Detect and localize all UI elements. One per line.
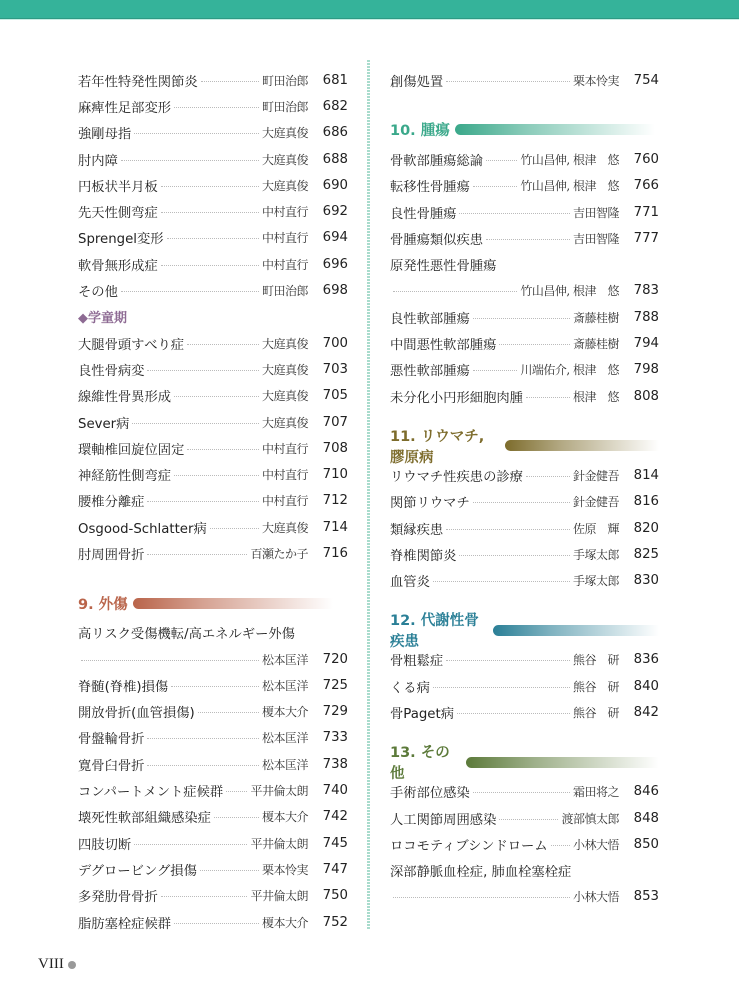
entry-page: 798	[633, 362, 659, 378]
section-gradient-bar	[493, 625, 659, 636]
section-gradient-bar	[455, 124, 655, 135]
toc-entry[interactable]	[78, 225, 348, 251]
dot-leader	[457, 713, 570, 714]
entry-page: 708	[322, 440, 348, 456]
entry-page: 794	[633, 336, 659, 352]
toc-entry[interactable]	[78, 198, 348, 224]
dot-leader	[132, 423, 259, 424]
toc-entry[interactable]	[390, 304, 659, 330]
entry-title: 手術部位感染	[390, 786, 470, 802]
entry-author: 針金健吾	[572, 468, 619, 483]
entry-page: 850	[633, 836, 659, 852]
section-heading	[390, 113, 659, 146]
toc-entry[interactable]	[78, 461, 348, 487]
entry-author: 霜田将之	[572, 785, 619, 800]
dot-leader	[473, 318, 570, 319]
entry-title: くる病	[390, 680, 430, 696]
entry-page: 725	[322, 677, 348, 693]
entry-title: 脂肪塞栓症候群	[78, 916, 172, 932]
entry-title: 強剛母指	[78, 127, 132, 143]
entry-page: 712	[322, 493, 348, 509]
dot-leader	[210, 528, 259, 529]
column-divider	[367, 60, 370, 930]
dot-leader	[174, 396, 259, 397]
entry-author: 中村直行	[261, 494, 308, 509]
toc-entry[interactable]	[390, 225, 659, 251]
section-label: 11. リウマチ, 膠原病	[390, 428, 485, 466]
entry-author: 大庭真俊	[261, 178, 308, 193]
dot-leader	[200, 870, 259, 871]
entry-title: 寛骨臼骨折	[78, 758, 145, 774]
dot-leader	[526, 397, 570, 398]
entry-title: Sprengel変形	[78, 232, 164, 248]
entry-page: 714	[322, 519, 348, 535]
entry-page: 853	[633, 889, 659, 905]
top-bar-highlight	[0, 19, 739, 20]
entry-title: 壊死性軟部組織感染症	[78, 811, 211, 827]
entry-title: 環軸椎回旋位固定	[78, 442, 185, 458]
entry-author: 松本匡洋	[261, 757, 308, 772]
dot-leader	[499, 819, 558, 820]
entry-page: 740	[322, 783, 348, 799]
toc-entry-wrapped[interactable]	[78, 620, 348, 673]
toc-entry[interactable]	[78, 856, 348, 882]
entry-author: 百瀬たか子	[250, 546, 308, 561]
dot-leader	[147, 765, 259, 766]
section-gradient-bar	[133, 598, 333, 609]
entry-page: 752	[322, 914, 348, 930]
entry-author: 大庭真俊	[261, 520, 308, 535]
entry-author: 熊谷 研	[572, 705, 619, 720]
entry-title: 四肢切断	[78, 837, 132, 853]
entry-title: 骨盤輪骨折	[78, 732, 145, 748]
entry-page: 690	[322, 177, 348, 193]
entry-title: 高リスク受傷機転/高エネルギー外傷	[78, 627, 295, 643]
toc-entry[interactable]	[78, 330, 348, 356]
dot-leader	[459, 555, 570, 556]
toc-entry[interactable]	[390, 383, 659, 409]
entry-title: 脊椎関節炎	[390, 548, 457, 564]
entry-title: 脊髄(脊椎)損傷	[78, 679, 169, 695]
entry-author: 吉田智隆	[572, 231, 619, 246]
section-gradient-bar	[466, 757, 659, 768]
toc-entry[interactable]	[78, 804, 348, 830]
dot-leader	[473, 792, 570, 793]
toc-entry[interactable]	[390, 173, 659, 199]
toc-entry[interactable]	[390, 699, 659, 725]
entry-author: 中村直行	[261, 441, 308, 456]
subsection-heading: ◆学童期	[78, 311, 127, 327]
entry-page: 692	[322, 204, 348, 220]
entry-author: 松本匡洋	[261, 652, 308, 667]
dot-leader	[121, 160, 259, 161]
dot-leader	[147, 501, 259, 502]
entry-author: 松本匡洋	[261, 678, 308, 693]
entry-title-line	[390, 858, 659, 884]
page-number-text: VIII	[38, 956, 64, 972]
entry-page: 700	[322, 335, 348, 351]
dot-leader	[393, 897, 570, 898]
toc-column-right	[390, 67, 659, 910]
entry-title: 転移性骨腫瘍	[390, 180, 470, 196]
dot-leader	[147, 370, 259, 371]
top-color-bar	[0, 0, 739, 19]
entry-author: 栗本怜実	[261, 862, 308, 877]
entry-title: Sever病	[78, 416, 130, 432]
entry-page: 840	[633, 678, 659, 694]
dot-leader	[167, 238, 259, 239]
entry-author: 松本匡洋	[261, 731, 308, 746]
toc-entry[interactable]	[390, 541, 659, 567]
entry-page: 771	[633, 204, 659, 220]
entry-page: 777	[633, 230, 659, 246]
section-label: 10. 腫瘍	[390, 123, 450, 140]
entry-title: 肘内障	[78, 153, 118, 169]
entry-title: 軟骨無形成症	[78, 258, 158, 274]
entry-title: 中間悪性軟部腫瘍	[390, 338, 497, 354]
entry-page: 848	[633, 810, 659, 826]
entry-page: 814	[633, 467, 659, 483]
entry-author: 針金健吾	[572, 495, 619, 510]
entry-title: 悪性軟部腫瘍	[390, 364, 470, 380]
entry-page: 733	[322, 730, 348, 746]
entry-author: 大庭真俊	[261, 362, 308, 377]
entry-author: 大庭真俊	[261, 152, 308, 167]
entry-page: 696	[322, 256, 348, 272]
entry-title-line	[78, 620, 348, 646]
toc-entry[interactable]	[78, 172, 348, 198]
entry-title: 良性骨腫瘍	[390, 206, 457, 222]
entry-page: 816	[633, 494, 659, 510]
dot-leader	[161, 212, 259, 213]
entry-title: 骨腫瘍類似疾患	[390, 232, 484, 248]
dot-leader	[499, 344, 570, 345]
dot-leader	[473, 502, 570, 503]
toc-entry[interactable]	[78, 146, 348, 172]
dot-leader	[473, 370, 518, 371]
toc-entry-wrapped[interactable]	[390, 251, 659, 304]
entry-author: 大庭真俊	[261, 415, 308, 430]
section-heading	[78, 587, 348, 620]
entry-author: 手塚太郎	[572, 547, 619, 562]
toc-entry-wrapped[interactable]	[390, 858, 659, 911]
entry-page: 788	[633, 309, 659, 325]
dot-leader	[214, 817, 259, 818]
toc-entry[interactable]	[78, 409, 348, 435]
entry-page: 836	[633, 652, 659, 668]
toc-entry[interactable]	[78, 672, 348, 698]
dot-leader	[446, 81, 570, 82]
entry-author: 中村直行	[261, 205, 308, 220]
toc-entry[interactable]	[78, 93, 348, 119]
entry-page: 688	[322, 151, 348, 167]
entry-author: 佐原 輝	[572, 521, 619, 536]
toc-entry[interactable]	[78, 251, 348, 277]
entry-page: 750	[322, 888, 348, 904]
entry-page: 705	[322, 388, 348, 404]
entry-author: 小林大悟	[572, 890, 619, 905]
entry-title: 円板状半月板	[78, 179, 158, 195]
entry-author: 町田治郎	[261, 99, 308, 114]
toc-entry[interactable]	[390, 67, 659, 93]
entry-title: 原発性悪性骨腫瘍	[390, 259, 497, 275]
entry-author: 平井倫太朗	[250, 836, 308, 851]
dot-leader	[486, 239, 570, 240]
entry-title: 神経筋性側弯症	[78, 469, 172, 485]
entry-author: 竹山昌伸, 根津 悠	[520, 152, 619, 167]
entry-author: 川端佑介, 根津 悠	[520, 363, 619, 378]
entry-title: 腰椎分離症	[78, 495, 145, 511]
dot-leader	[161, 186, 259, 187]
toc-entry[interactable]	[78, 699, 348, 725]
toc-entry[interactable]	[78, 435, 348, 461]
entry-page: 710	[322, 467, 348, 483]
entry-page: 707	[322, 414, 348, 430]
entry-title: 良性骨病変	[78, 363, 145, 379]
section-label: 12. 代謝性骨疾患	[390, 613, 479, 651]
entry-author: 榎本大介	[261, 915, 308, 930]
entry-title: リウマチ性疾患の診療	[390, 469, 523, 485]
toc-entry[interactable]	[78, 909, 348, 935]
dot-leader	[121, 291, 259, 292]
page-number	[38, 956, 76, 973]
toc-entry[interactable]	[78, 646, 348, 672]
entry-title: 血管炎	[390, 575, 430, 591]
entry-page: 742	[322, 809, 348, 825]
entry-title: 先天性側弯症	[78, 206, 158, 222]
dot-leader	[147, 554, 247, 555]
toc-entry[interactable]	[390, 567, 659, 593]
entry-title: 骨Paget病	[390, 706, 454, 722]
entry-author: 斎藤桂樹	[572, 337, 619, 352]
entry-title: 線維性骨異形成	[78, 390, 172, 406]
dot-leader	[551, 845, 570, 846]
entry-page: 729	[322, 704, 348, 720]
dot-leader	[433, 687, 570, 688]
entry-page: 720	[322, 651, 348, 667]
toc-column-left	[78, 67, 348, 935]
entry-author: 町田治郎	[261, 284, 308, 299]
entry-author: 中村直行	[261, 231, 308, 246]
toc-entry[interactable]	[78, 67, 348, 93]
entry-title: 多発肋骨骨折	[78, 890, 158, 906]
entry-author: 手塚太郎	[572, 574, 619, 589]
entry-author: 竹山昌伸, 根津 悠	[520, 284, 619, 299]
section-gradient-bar	[505, 440, 659, 451]
toc-entry[interactable]	[78, 830, 348, 856]
toc-entry[interactable]	[390, 647, 659, 673]
entry-title: 創傷処置	[390, 74, 444, 90]
dot-leader	[81, 660, 259, 661]
dot-leader	[174, 107, 259, 108]
dot-leader	[526, 476, 570, 477]
toc-entry[interactable]	[78, 540, 348, 566]
entry-author: 平井倫太朗	[250, 889, 308, 904]
toc-entry[interactable]	[78, 751, 348, 777]
dot-leader	[446, 529, 570, 530]
toc-entry[interactable]	[390, 515, 659, 541]
entry-title: ロコモティブシンドローム	[390, 838, 548, 854]
entry-author: 中村直行	[261, 257, 308, 272]
entry-author: 吉田智隆	[572, 205, 619, 220]
dot-leader	[161, 896, 248, 897]
entry-page: 747	[322, 861, 348, 877]
entry-title-line	[390, 251, 659, 277]
dot-leader	[187, 344, 259, 345]
toc-entry[interactable]	[390, 805, 659, 831]
toc-entry[interactable]	[78, 356, 348, 382]
entry-title: Osgood-Schlatter病	[78, 521, 207, 537]
entry-author: 榎本大介	[261, 810, 308, 825]
entry-title: 若年性特発性関節炎	[78, 74, 198, 90]
dot-leader	[174, 475, 259, 476]
section-heading	[390, 745, 659, 783]
entry-page: 842	[633, 704, 659, 720]
toc-entry[interactable]	[390, 330, 659, 356]
toc-entry[interactable]	[78, 514, 348, 540]
entry-title: 深部静脈血栓症, 肺血栓塞栓症	[390, 865, 572, 881]
dot-leader	[226, 791, 247, 792]
entry-page: 745	[322, 835, 348, 851]
toc-entry[interactable]	[78, 777, 348, 803]
toc-entry[interactable]	[78, 488, 348, 514]
dot-leader	[187, 449, 259, 450]
entry-page: 716	[322, 545, 348, 561]
page-dot-icon	[68, 961, 76, 969]
dot-leader	[134, 133, 259, 134]
toc-entry[interactable]	[390, 489, 659, 515]
entry-title: 関節リウマチ	[390, 496, 470, 512]
entry-page: 681	[322, 72, 348, 88]
entry-page: 808	[633, 388, 659, 404]
entry-page: 783	[633, 283, 659, 299]
entry-title: デグロービング損傷	[78, 863, 197, 879]
toc-entry[interactable]	[78, 383, 348, 409]
dot-leader	[459, 213, 570, 214]
entry-title: その他	[78, 285, 118, 301]
dot-leader	[198, 712, 259, 713]
dot-leader	[433, 581, 570, 582]
entry-title: 骨粗鬆症	[390, 654, 444, 670]
entry-title: 類縁疾患	[390, 522, 444, 538]
section-label: 9. 外傷	[78, 596, 128, 613]
entry-author: 根津 悠	[572, 389, 619, 404]
entry-author: 榎本大介	[261, 705, 308, 720]
entry-title: 開放骨折(血管損傷)	[78, 706, 195, 722]
dot-leader	[393, 291, 517, 292]
toc-entry[interactable]	[390, 462, 659, 488]
toc-entry[interactable]	[390, 278, 659, 304]
entry-author: 平井倫太朗	[250, 784, 308, 799]
entry-author: 小林大悟	[572, 837, 619, 852]
entry-author: 渡部慎太郎	[561, 811, 619, 826]
toc-entry[interactable]	[390, 146, 659, 172]
entry-title: コンパートメント症候群	[78, 785, 224, 801]
entry-page: 760	[633, 151, 659, 167]
entry-page: 703	[322, 361, 348, 377]
dot-leader	[161, 265, 259, 266]
toc-entry[interactable]	[390, 673, 659, 699]
entry-author: 熊谷 研	[572, 679, 619, 694]
entry-author: 大庭真俊	[261, 126, 308, 141]
entry-page: 846	[633, 784, 659, 800]
entry-title: 良性軟部腫瘍	[390, 311, 470, 327]
entry-title: 未分化小円形細胞肉腫	[390, 390, 523, 406]
dot-leader	[171, 686, 259, 687]
entry-author: 町田治郎	[261, 73, 308, 88]
section-heading	[390, 428, 659, 466]
entry-page: 682	[322, 98, 348, 114]
toc-entry[interactable]	[78, 277, 348, 303]
toc-entry[interactable]	[390, 357, 659, 383]
dot-leader	[201, 81, 259, 82]
dot-leader	[134, 844, 247, 845]
entry-page: 766	[633, 178, 659, 194]
entry-page: 698	[322, 283, 348, 299]
entry-author: 竹山昌伸, 根津 悠	[520, 179, 619, 194]
dot-leader	[446, 660, 570, 661]
entry-title: 人工関節周囲感染	[390, 812, 497, 828]
entry-title: 骨軟部腫瘍総論	[390, 153, 484, 169]
entry-page: 825	[633, 546, 659, 562]
toc-entry[interactable]	[78, 725, 348, 751]
dot-leader	[473, 186, 518, 187]
section-heading	[390, 613, 659, 651]
entry-page: 738	[322, 756, 348, 772]
entry-author: 栗本怜実	[572, 73, 619, 88]
toc-entry[interactable]	[78, 120, 348, 146]
entry-page: 754	[633, 72, 659, 88]
section-label: 13. その他	[390, 745, 450, 783]
toc-entry[interactable]	[390, 199, 659, 225]
toc-entry[interactable]	[390, 884, 659, 910]
toc-entry[interactable]	[78, 883, 348, 909]
entry-title: 麻痺性足部変形	[78, 100, 172, 116]
entry-page: 694	[322, 230, 348, 246]
dot-leader	[174, 923, 259, 924]
entry-page: 830	[633, 573, 659, 589]
toc-entry[interactable]	[390, 779, 659, 805]
entry-title: 大腿骨頭すべり症	[78, 337, 185, 353]
toc-entry[interactable]	[390, 831, 659, 857]
dot-leader	[147, 738, 259, 739]
entry-title: 肘周囲骨折	[78, 547, 145, 563]
dot-leader	[486, 160, 517, 161]
entry-author: 斎藤桂樹	[572, 310, 619, 325]
entry-page: 820	[633, 520, 659, 536]
entry-author: 熊谷 研	[572, 653, 619, 668]
entry-author: 中村直行	[261, 468, 308, 483]
entry-page: 686	[322, 125, 348, 141]
entry-author: 大庭真俊	[261, 389, 308, 404]
entry-author: 大庭真俊	[261, 336, 308, 351]
